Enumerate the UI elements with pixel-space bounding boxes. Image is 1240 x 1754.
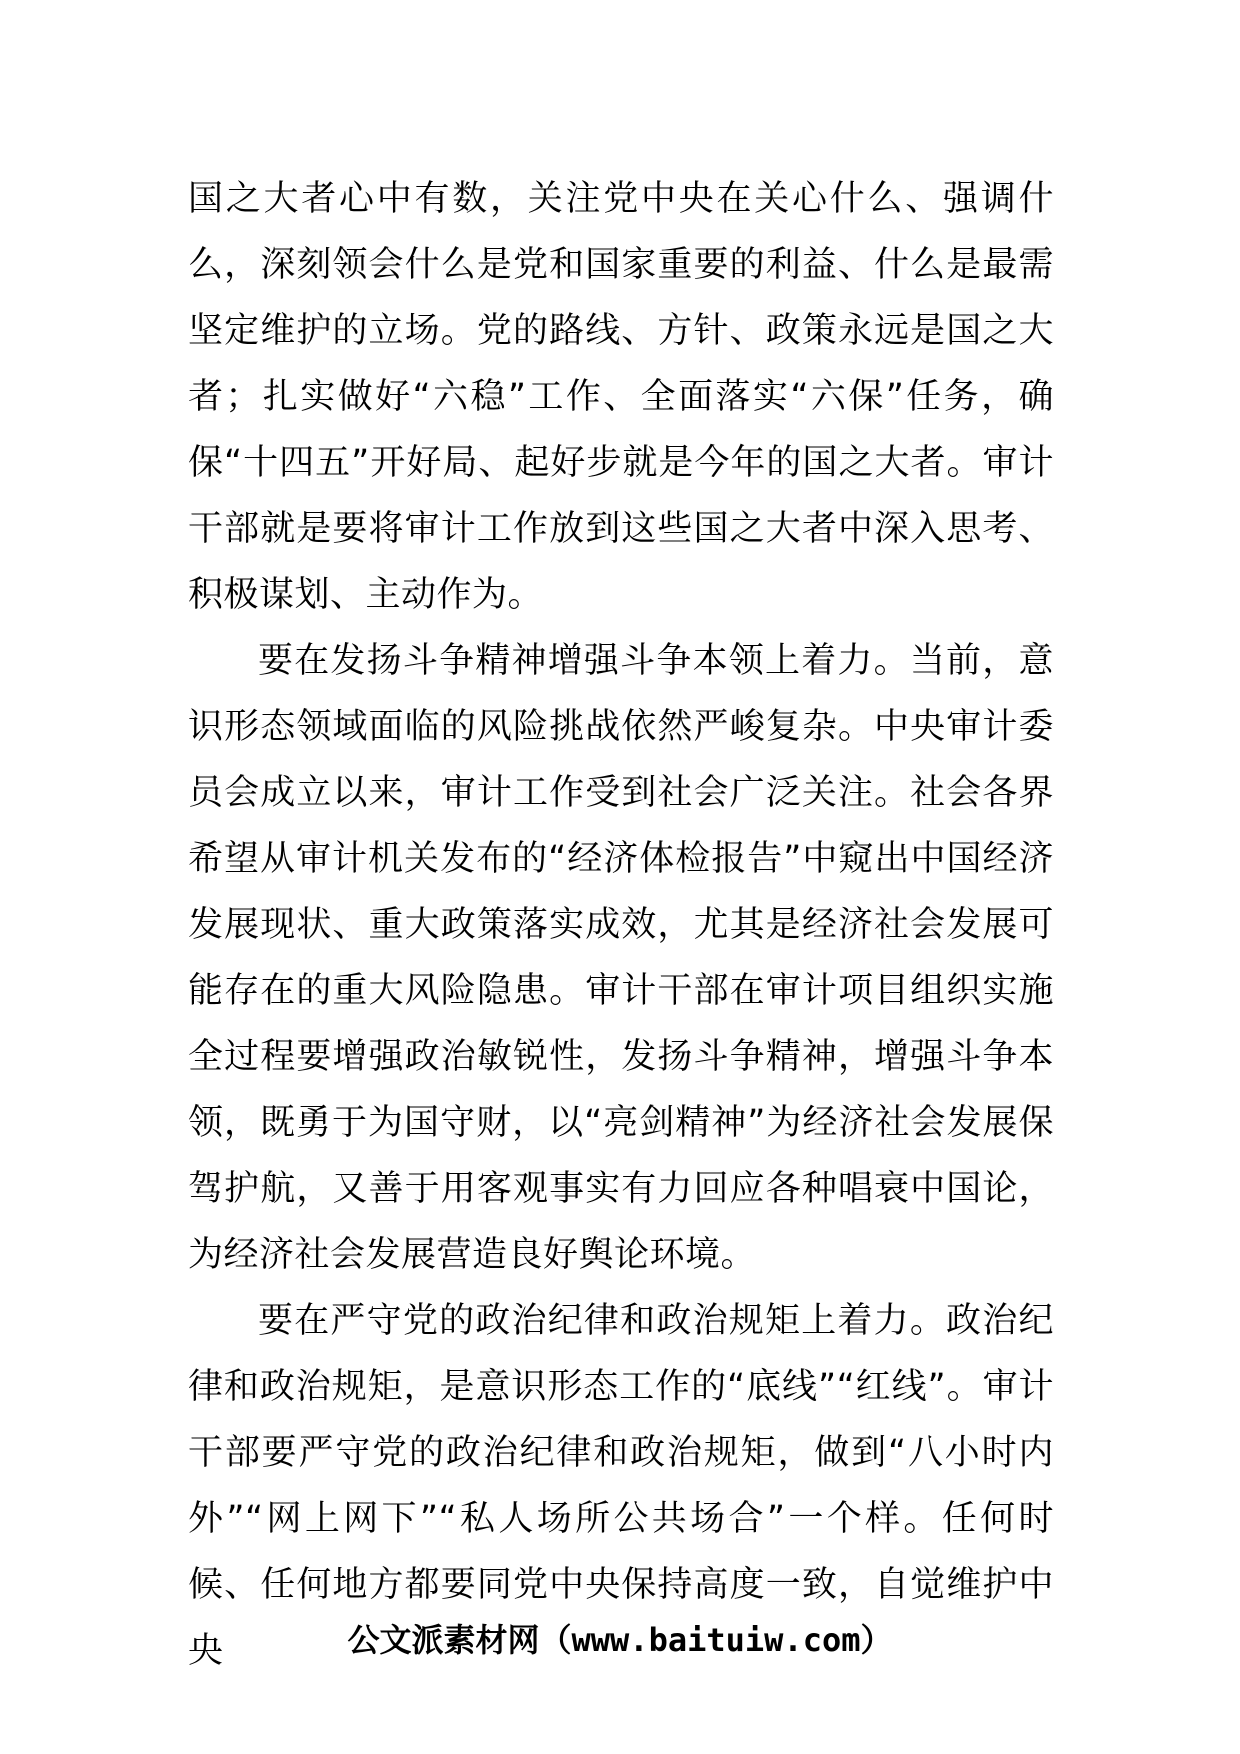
paragraph-1: 国之大者心中有数，关注党中央在关心什么、强调什么，深刻领会什么是党和国家重要的利益、什么是最需坚定维护的立场。党的路线、方针、政策永远是国之大者；扎实做好“六稳”工作、全面落实“六保”任务，确保“十四五”开好局、起好步就是今年的国之大者。审计干部就是要将审计工作放到这些国之大者中深入思考、积极谋划、主动作为。 xyxy=(188,179,1054,615)
paragraph-3: 要在严守党的政治纪律和政治规矩上着力。政治纪律和政治规矩，是意识形态工作的“底线”“红线”。审计干部要严守党的政治纪律和政治规矩，做到“八小时内外”“网上网下”“私人场所公共场合”一个样。任何时候、任何地方都要同党中央保持高度一致，自觉维护中央 xyxy=(188,1301,1054,1671)
document-body xyxy=(188,166,1054,1684)
footer-site-name: 公文派素材网 xyxy=(347,1621,540,1659)
paragraph-2: 要在发扬斗争精神增强斗争本领上着力。当前，意识形态领域面临的风险挑战依然严峻复杂。中央审计委员会成立以来，审计工作受到社会广泛关注。社会各界希望从审计机关发布的“经济体检报告”中窥出中国经济发展现状、重大政策落实成效，尤其是经济社会发展可能存在的重大风险隐患。审计干部在审计项目组织实施全过程要增强政治敏锐性，发扬斗争精神，增强斗争本领，既勇于为国守财，以“亮剑精神”为经济社会发展保驾护航，又善于用客观事实有力回应各种唱衰中国论，为经济社会发展营造良好舆论环境。 xyxy=(188,641,1054,1275)
footer-url: （www.baituiw.com） xyxy=(539,1621,893,1659)
page-footer-watermark xyxy=(0,1615,1240,1661)
